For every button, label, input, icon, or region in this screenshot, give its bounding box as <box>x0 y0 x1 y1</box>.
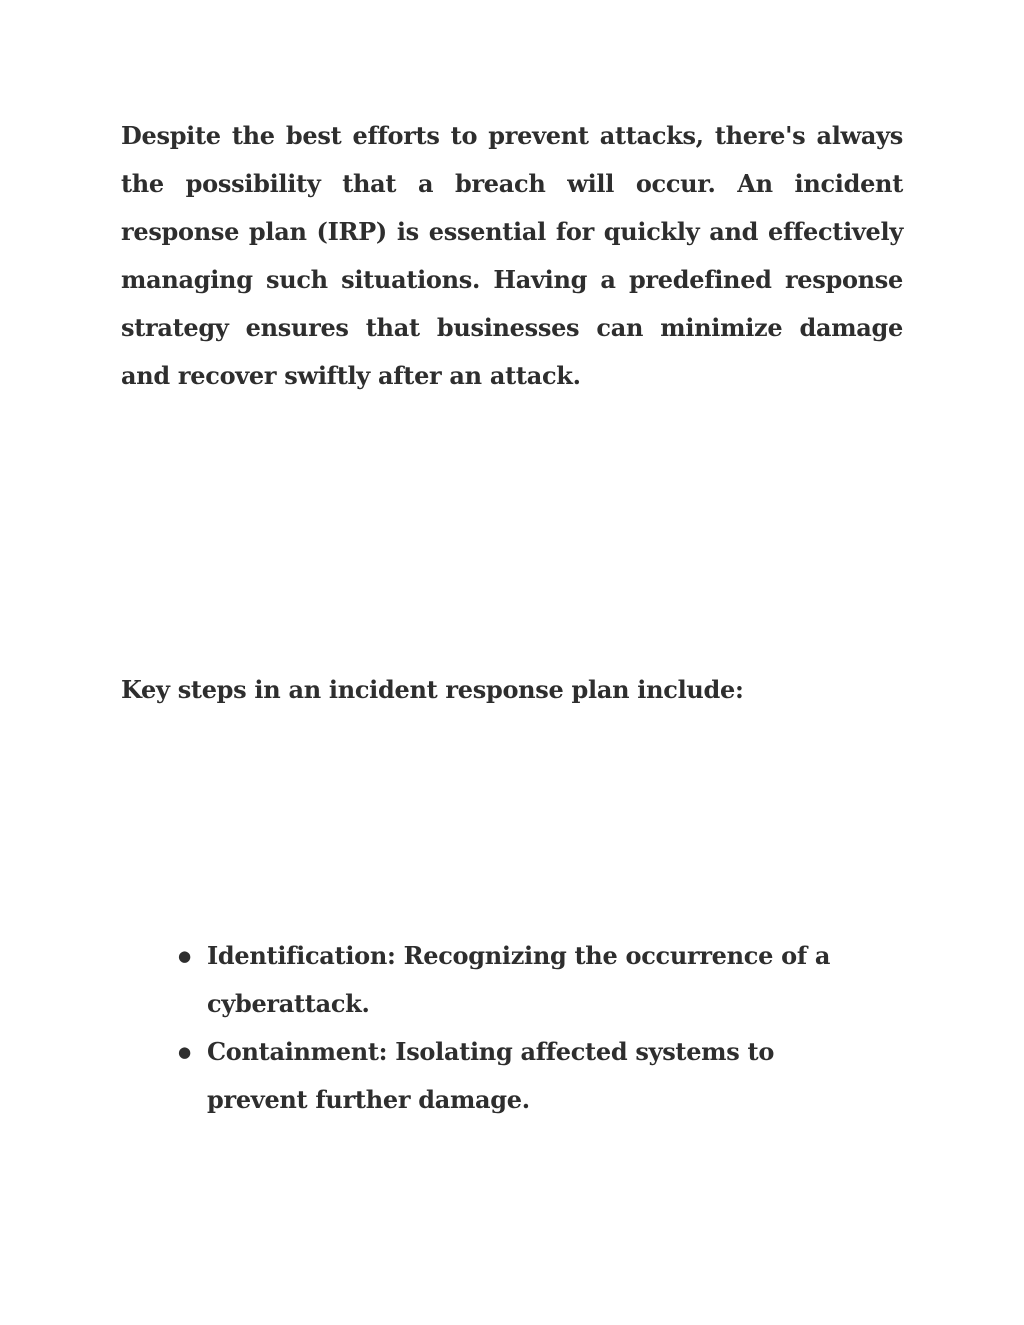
step-text: Identification: Recognizing the occurrence of a cyberattack. <box>207 941 831 1018</box>
steps-lead-in: Key steps in an incident response plan include: <box>121 675 744 704</box>
list-item <box>178 1028 878 1124</box>
body-paragraph: Despite the best efforts to prevent attacks, there's always the possibility that a breach will occur. An incident response plan (IRP) is essential for quickly and effectively managing such situations. Having a predefined response strategy ensures that businesses can minimize damage and recover swiftly after an attack. <box>121 121 903 390</box>
bullet-icon: ● <box>178 947 191 965</box>
step-text: Containment: Isolating affected systems to prevent further damage. <box>207 1037 775 1114</box>
list-item <box>178 932 878 1028</box>
steps-list <box>178 932 878 1124</box>
bullet-icon: ● <box>178 1043 191 1061</box>
